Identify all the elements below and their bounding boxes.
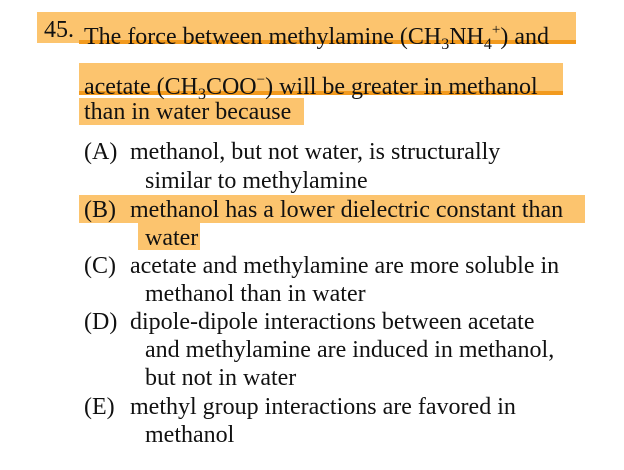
choice-e-text-1: methyl group interactions are favored in: [130, 394, 516, 420]
choice-d-text-3: but not in water: [145, 365, 297, 391]
choice-e-letter: (E): [84, 394, 115, 420]
choice-a-letter: (A): [84, 139, 118, 165]
stem-line-2: acetate $(CH_3COO^-)$ will be greater in methanol: [84, 72, 538, 103]
stem-line-1: The force between methylamine $(CH_3NH_4^+)$ and: [84, 22, 549, 53]
choice-b-text-2: water: [145, 225, 199, 251]
question-number: 45.: [44, 17, 74, 43]
choice-b-letter: (B): [84, 197, 116, 223]
choice-d-text-2: and methylamine are induced in methanol,: [145, 337, 555, 363]
stem-line-3: than in water because: [84, 99, 292, 125]
choice-e-text-2: methanol: [145, 422, 235, 448]
choice-c-text-1: acetate and methylamine are more soluble in: [130, 253, 560, 279]
choice-d-letter: (D): [84, 309, 118, 335]
choice-a-text-2: similar to methylamine: [145, 168, 368, 194]
choice-c-letter: (C): [84, 253, 116, 279]
choice-b-text-1: methanol has a lower dielectric constant than: [130, 197, 564, 223]
choice-d-text-1: dipole-dipole interactions between acetate: [130, 309, 535, 335]
choice-a-text-1: methanol, but not water, is structurally: [130, 139, 501, 165]
choice-c-text-2: methanol than in water: [145, 281, 366, 307]
